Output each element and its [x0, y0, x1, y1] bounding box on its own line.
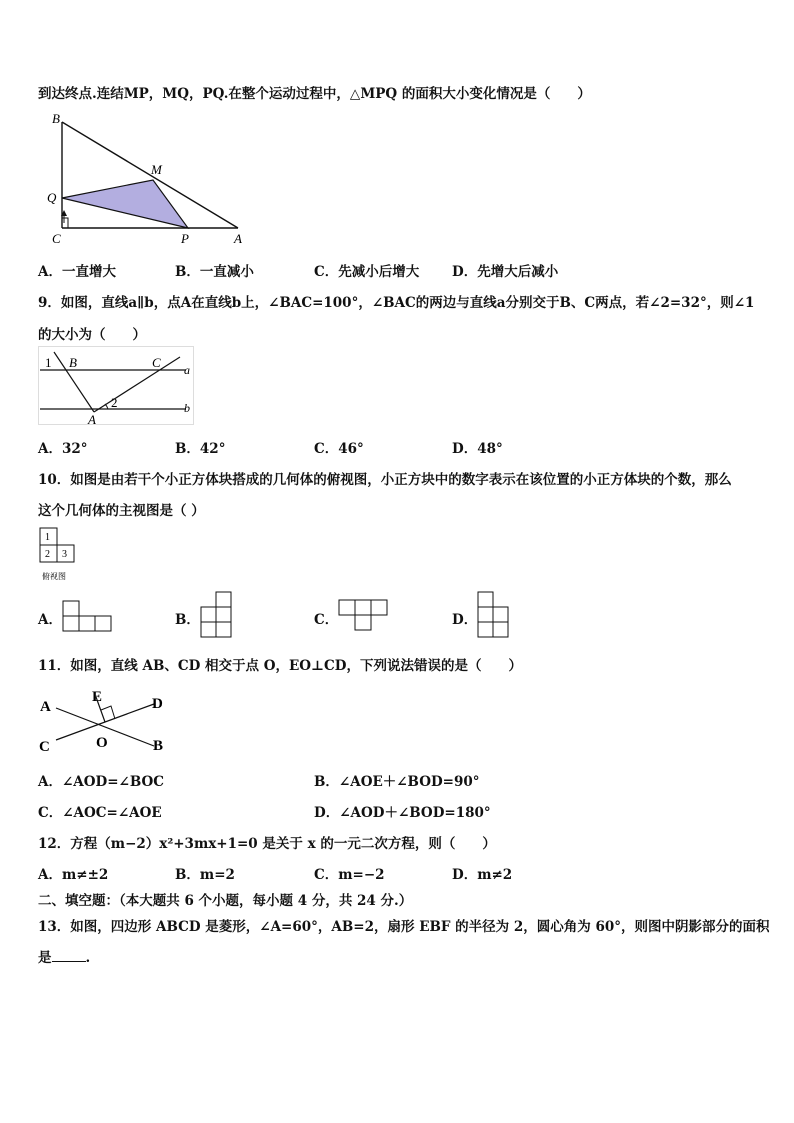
q9-option-d[interactable]: D．48° — [452, 441, 503, 457]
q12-option-c[interactable]: C．m=−2 — [314, 867, 385, 883]
q13-answer-blank[interactable] — [52, 949, 86, 962]
q10-option-b[interactable]: B． — [175, 612, 200, 628]
q13-stem-line2 — [38, 946, 90, 966]
q9-label-b: B — [69, 355, 77, 370]
q11-label-d: D — [152, 696, 163, 712]
q9-label-b-line: b — [184, 401, 190, 415]
q8-label-p: P — [181, 231, 189, 246]
q8-figure — [38, 110, 258, 250]
q9-label-1: 1 — [45, 355, 52, 370]
q8-stem: 到达终点.连结MP，MQ，PQ.在整个运动过程中，△MPQ 的面积大小变化情况是（ ） — [38, 86, 591, 102]
q8-label-b: B — [52, 111, 60, 126]
q8-label-a: A — [234, 231, 242, 246]
q8-option-a[interactable]: A．一直增大 — [38, 264, 116, 280]
q11-option-b[interactable]: B．∠AOE＋∠BOD=90° — [314, 774, 480, 790]
q11-label-a: A — [40, 699, 51, 715]
q8-label-m: M — [151, 162, 162, 177]
q12-option-b[interactable]: B．m=2 — [175, 867, 235, 883]
q9-figure — [38, 346, 198, 428]
q11-label-e: E — [92, 689, 103, 705]
q10-option-a[interactable]: A． — [38, 612, 62, 628]
q8-label-q: Q — [47, 190, 57, 205]
q10-stem-line2: 这个几何体的主视图是（ ） — [38, 503, 205, 519]
section2-heading: 二、填空题：（本大题共 6 个小题，每小题 4 分，共 24 分.） — [38, 893, 413, 909]
q10-option-c-figure[interactable] — [338, 599, 390, 633]
q9-label-2: 2 — [111, 395, 118, 410]
q11-option-c[interactable]: C．∠AOC=∠AOE — [38, 805, 162, 821]
q10-top-caption: 俯视图 — [42, 572, 66, 581]
q8-option-c[interactable]: C．先减小后增大 — [314, 264, 420, 280]
q9-option-b[interactable]: B．42° — [175, 441, 226, 457]
q8-option-b[interactable]: B．一直减小 — [175, 264, 254, 280]
q11-label-b: B — [153, 738, 164, 754]
q10-option-b-figure[interactable] — [200, 591, 234, 639]
q9-label-a-line: a — [184, 363, 190, 377]
q9-option-c[interactable]: C．46° — [314, 441, 364, 457]
q11-label-c: C — [39, 739, 50, 755]
q9-stem-line2: 的大小为（ ） — [38, 327, 146, 343]
q10-option-c[interactable]: C． — [314, 612, 339, 628]
q9-label-c: C — [152, 355, 161, 370]
q13-stem-suffix: . — [85, 950, 91, 966]
q10-option-a-figure[interactable] — [62, 600, 112, 634]
q10-top-num-2: 2 — [45, 549, 50, 560]
q9-stem-line1: 9．如图，直线a∥b，点A在直线b上，∠BAC=100°，∠BAC的两边与直线a分别交于B、C两点，若∠2=32°，则∠1 — [38, 295, 755, 311]
q9-label-a-point: A — [88, 412, 96, 427]
q10-option-d[interactable]: D． — [452, 612, 478, 628]
q12-stem: 12．方程（m−2）x²+3mx+1=0 是关于 x 的一元二次方程，则（ ） — [38, 836, 496, 852]
q11-stem: 11．如图，直线 AB、CD 相交于点 O，EO⊥CD，下列说法错误的是（ ） — [38, 658, 522, 674]
q10-top-num-3: 3 — [62, 549, 67, 560]
q10-stem-line1: 10．如图是由若干个小正方体块搭成的几何体的俯视图，小正方块中的数字表示在该位置的小正方体块的个数，那么 — [38, 472, 732, 488]
q11-option-d[interactable]: D．∠AOD＋∠BOD=180° — [314, 805, 491, 821]
q9-option-a[interactable]: A．32° — [38, 441, 88, 457]
q12-option-a[interactable]: A．m≠±2 — [38, 867, 109, 883]
q8-label-c: C — [52, 231, 61, 246]
q10-option-d-figure[interactable] — [477, 591, 511, 639]
q11-option-a[interactable]: A．∠AOD=∠BOC — [38, 774, 165, 790]
q11-figure — [36, 684, 176, 756]
q10-top-num-1: 1 — [45, 532, 50, 543]
q10-top-view — [38, 526, 90, 584]
q11-label-o: O — [96, 735, 108, 751]
q12-option-d[interactable]: D．m≠2 — [452, 867, 513, 883]
q8-option-d[interactable]: D．先增大后减小 — [452, 264, 559, 280]
q13-stem-line1: 13．如图，四边形 ABCD 是菱形，∠A=60°，AB=2，扇形 EBF 的半径为 2，圆心角为 60°，则图中阴影部分的面积 — [38, 919, 770, 935]
q13-stem-prefix: 是 — [38, 950, 52, 966]
